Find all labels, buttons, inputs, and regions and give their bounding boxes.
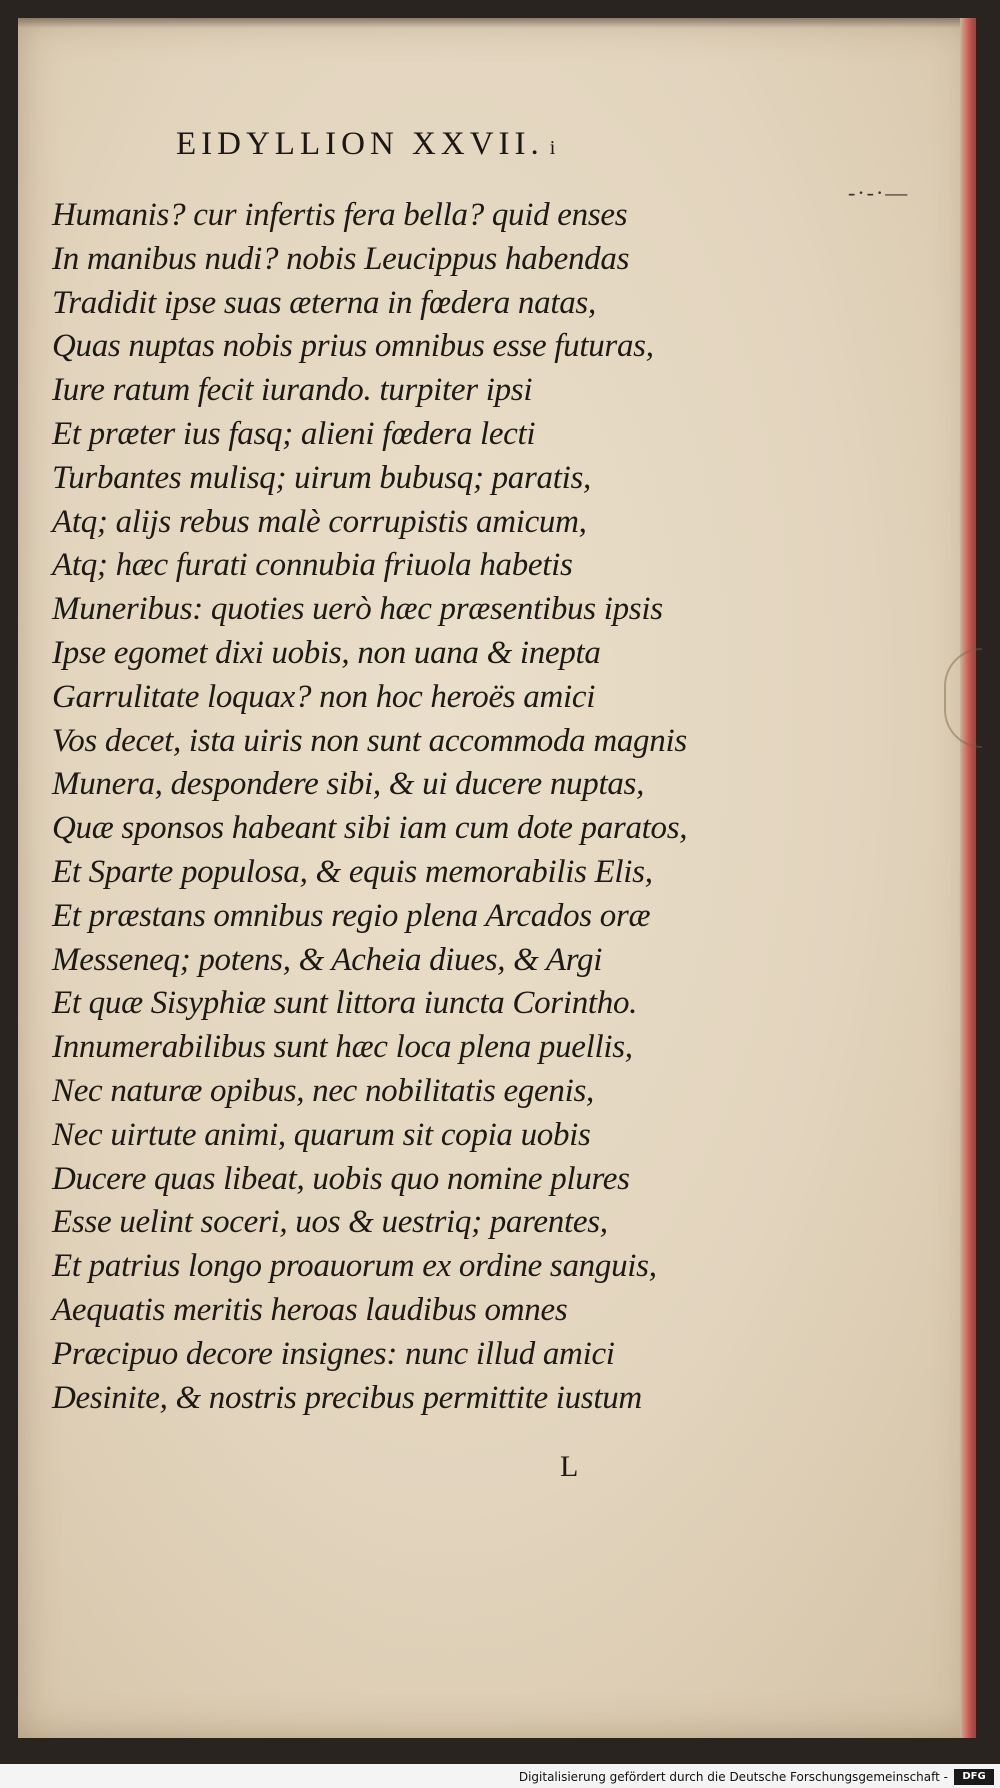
- verse-line: Et præter ius fasq; alieni fœdera lecti: [52, 415, 536, 452]
- verse-line: Esse uelint soceri, uos & uestriq; parentes,: [52, 1204, 608, 1241]
- verse-line: Quas nuptas nobis prius omnibus esse futuras,: [52, 328, 654, 365]
- verse-line: Munera, despondere sibi, & ui ducere nuptas,: [52, 766, 645, 803]
- verse-line: Desinite, & nostris precibus permittite iustum: [52, 1379, 642, 1416]
- running-head-title: EIDYLLION XXVII.: [176, 126, 544, 162]
- verse-line: Muneribus: quoties uerò hæc præsentibus ipsis: [52, 591, 663, 628]
- verse-line: Et Sparte populosa, & equis memorabilis Elis,: [52, 853, 653, 890]
- verse-line: Tradidit ipse suas æterna in fœdera natas,: [52, 284, 596, 321]
- margin-note: -·-·—: [848, 180, 910, 205]
- verse-line: Vos decet, ista uiris non sunt accommoda magnis: [52, 722, 687, 759]
- verse-line: Turbantes mulisq; uirum bubusq; paratis,: [52, 459, 591, 496]
- running-head: [176, 126, 555, 163]
- verse-line: Nec naturæ opibus, nec nobilitatis egenis,: [52, 1072, 594, 1109]
- page-top-edge: [18, 18, 976, 28]
- verse-line: Præcipuo decore insignes: nunc illud amici: [52, 1335, 615, 1372]
- verse-line: Iure ratum fecit iurando. turpiter ipsi: [52, 372, 533, 409]
- page-fold: [944, 648, 982, 748]
- signature-mark: L: [560, 1450, 581, 1483]
- verse-block: [52, 194, 732, 1420]
- verse-line: Garrulitate loquax? non hoc heroës amici: [52, 678, 596, 715]
- verse-line: Atq; hæc furati connubia friuola habetis: [52, 547, 573, 584]
- verse-line: Et præstans omnibus regio plena Arcados oræ: [52, 897, 651, 934]
- verse-line: Messeneq; potens, & Acheia diues, & Argi: [52, 941, 603, 978]
- digitization-footer: [0, 1764, 1000, 1788]
- page-fore-edge: [960, 18, 976, 1738]
- running-head-mark: i: [549, 137, 556, 159]
- dfg-logo: DFG: [954, 1769, 994, 1785]
- verse-line: Et quæ Sisyphiæ sunt littora iuncta Corintho.: [52, 985, 638, 1022]
- verse-line: Quæ sponsos habeant sibi iam cum dote paratos,: [52, 810, 688, 847]
- funding-credit: Digitalisierung gefördert durch die Deutsche Forschungsgemeinschaft -: [518, 1770, 948, 1784]
- verse-line: Innumerabilibus sunt hæc loca plena puellis,: [52, 1029, 633, 1066]
- verse-line: Nec uirtute animi, quarum sit copia uobis: [52, 1116, 591, 1153]
- verse-line: In manibus nudi? nobis Leucippus habendas: [52, 240, 630, 277]
- verse-line: Humanis? cur infertis fera bella? quid enses: [52, 197, 628, 233]
- verse-line: Atq; alijs rebus malè corrupistis amicum,: [52, 503, 587, 540]
- book-page: [18, 18, 976, 1738]
- verse-line: Ducere quas libeat, uobis quo nomine plures: [52, 1160, 630, 1197]
- verse-line: Ipse egomet dixi uobis, non uana & inepta: [52, 634, 601, 671]
- verse-line: Et patrius longo proauorum ex ordine sanguis,: [52, 1248, 657, 1285]
- verse-line: Aequatis meritis heroas laudibus omnes: [52, 1291, 568, 1328]
